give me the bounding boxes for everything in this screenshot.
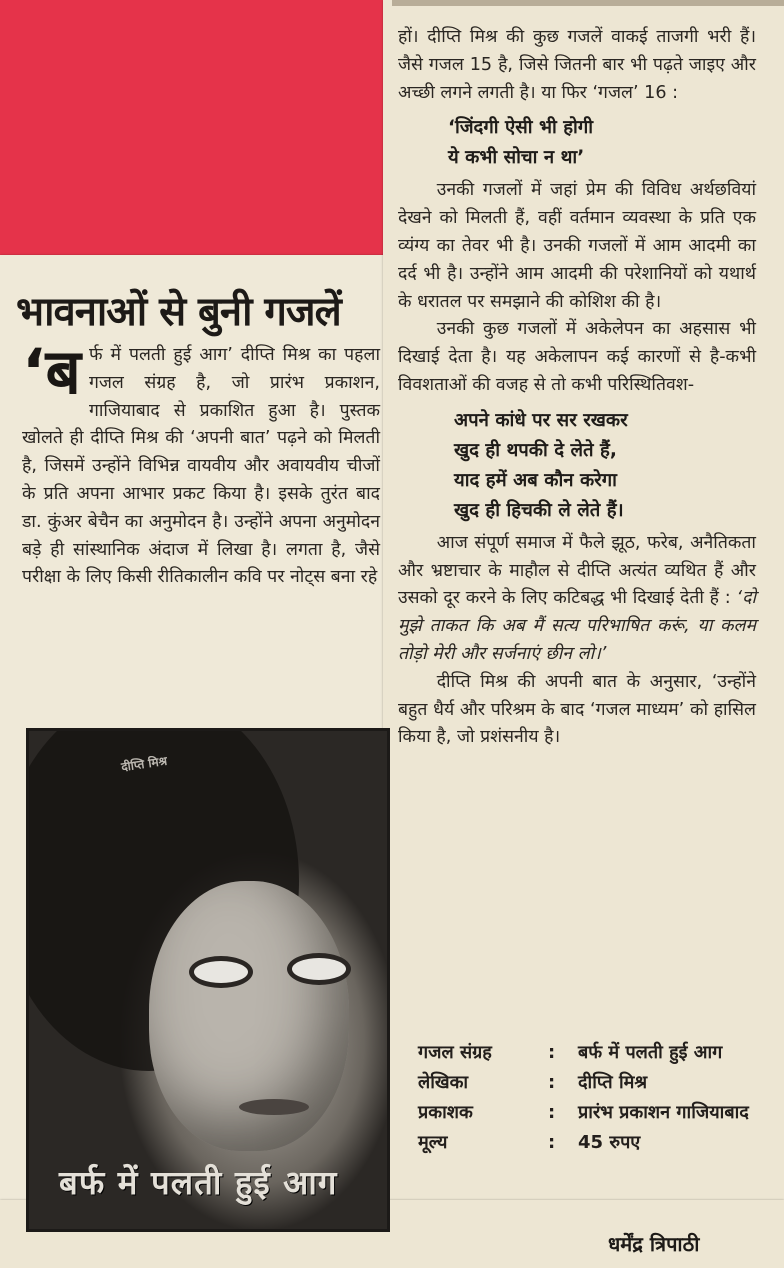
info-colon: : <box>548 1102 556 1123</box>
headline: भावनाओं से बुनी गजलें <box>16 289 341 335</box>
info-colon: : <box>548 1072 556 1093</box>
photo-eye-left <box>189 956 253 988</box>
intro-paragraph <box>22 335 380 592</box>
info-value: प्रारंभ प्रकाशन गाजियाबाद <box>578 1102 749 1123</box>
paragraph-5: दीप्ति मिश्र की अपनी बात के अनुसार, ‘उन्होंने बहुत धैर्य और परिश्रम के बाद ‘गजल माध्यम’ को हासिल किया है, जो प्रशंसनीय है। <box>398 671 756 748</box>
intro-text: र्फ में पलती हुई आग’ दीप्ति मिश्र का पहला गजल संग्रह है, जो प्रारंभ प्रकाशन, गाजियाबाद से प्रकाशित हुआ है। पुस्तक खोलते ही दीप्ति मिश्र की ‘अपनी बात’ पढ़ने को मिलती है, जिसमें उन्होंने विभिन्न वायवीय और अवायवीय चीजों के प्रति अपना आभार प्रकट किया है। इसके तुरंत बाद डा. कुंअर बेचैन का अनुमोदन है। उन्होंने अपना अनुमोदन बड़े ही सांस्थानिक अंदाज में लिखा है। लगता है, जैसे परीक्षा के लिए किसी रीतिकालीन कवि पर नोट्स बना रहे <box>22 345 380 588</box>
info-value: दीप्ति मिश्र <box>578 1072 648 1093</box>
info-colon: : <box>548 1042 556 1063</box>
info-key: गजल संग्रह <box>418 1042 492 1063</box>
info-row-author <box>418 1068 768 1098</box>
info-value: 45 रुपए <box>578 1132 641 1153</box>
photo-lips <box>239 1099 309 1115</box>
left-column <box>22 335 380 592</box>
author-photo <box>26 728 390 1232</box>
paragraph-1-start: हों। <box>398 27 419 47</box>
info-colon: : <box>548 1132 556 1153</box>
verse-2-line: खुद ही थपकी दे लेते हैं, <box>454 439 617 461</box>
photo-corner-label: दीप्ति मिश्र <box>120 753 168 775</box>
top-rule <box>392 0 784 6</box>
book-info <box>418 1038 768 1158</box>
verse-1-line: ‘जिंदगी ऐसी भी होगी <box>448 117 594 139</box>
verse-2-line: अपने कांधे पर सर रखकर <box>454 409 628 431</box>
info-key: प्रकाशक <box>418 1102 473 1123</box>
dropcap: ‘ब <box>22 335 81 408</box>
paragraph-2: उनकी गजलों में जहां प्रेम की विविध अर्थछवियां देखने को मिलती हैं, वहीं वर्तमान व्यवस्था के प्रति एक व्यंग्य का तेवर भी है। उनकी गजलों में आम आदमी का दर्द भी है। उन्होंने आम आदमी की परेशानियों को यथार्थ के धरातल पर समझाने की कोशिश की है। <box>398 180 756 312</box>
info-row-publisher <box>418 1098 768 1128</box>
info-value: बर्फ में पलती हुई आग <box>578 1042 723 1063</box>
right-column <box>398 24 756 752</box>
paragraph-4-text: आज संपूर्ण समाज में फैले झूठ, फरेब, अनैतिकता और भ्रष्टाचार के माहौल से दीप्ति अत्यंत व्यथित हैं और उसको दूर करने के लिए कटिबद्ध भी दिखाई देती हैं : <box>398 532 756 609</box>
verse-1 <box>448 113 756 173</box>
photo-eye-right <box>287 953 351 985</box>
paragraph-3: उनकी कुछ गजलों में अकेलेपन का अहसास भी दिखाई देता है। यह अकेलापन कई कारणों से है-कभी विवशताओं की वजह से तो कभी परिस्थितिवश- <box>398 319 756 395</box>
info-key: मूल्य <box>418 1132 448 1153</box>
info-key: लेखिका <box>418 1072 469 1093</box>
paragraph-4-quote: ‘दो मुझे ताकत कि अब मैं सत्य परिभाषित करूं, या कलम तोड़ो मेरी और सर्जनाएं छीन लो।’ <box>398 588 757 664</box>
verse-2 <box>454 406 756 526</box>
verse-2-line: याद हमें अब कौन करेगा <box>454 469 617 491</box>
verse-1-line: ये कभी सोचा न था’ <box>448 147 585 169</box>
verse-2-line: खुद ही हिचकी ले लेते हैं। <box>454 499 624 521</box>
byline-author: धर्मेंद्र त्रिपाठी <box>608 1232 700 1256</box>
info-row-price <box>418 1128 768 1158</box>
photo-caption: बर्फ में पलती हुई आग <box>59 1163 338 1202</box>
paragraph-1-text: दीप्ति मिश्र की कुछ गजलें वाकई ताजगी भरी हैं। जैसे गजल 15 है, जिसे जितनी बार भी पढ़ते जाइए और अच्छी लगने लगती है। या फिर ‘गजल’ 16 : <box>398 27 756 103</box>
paragraph-1 <box>398 24 756 107</box>
info-row-collection <box>418 1038 768 1068</box>
paragraph-4 <box>398 530 756 669</box>
